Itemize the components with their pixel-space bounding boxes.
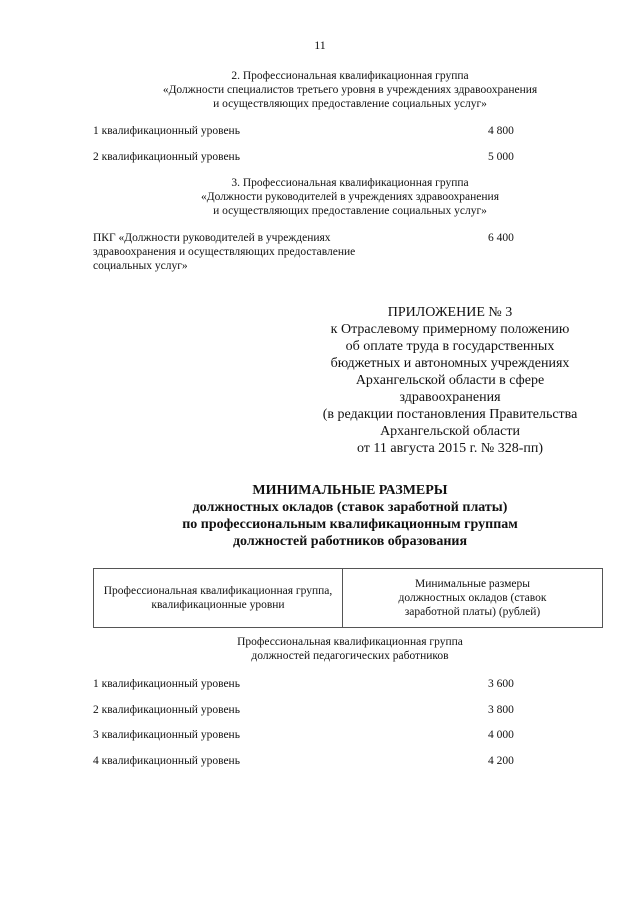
- header-line: Минимальные размеры: [414, 578, 531, 590]
- appendix-line: ПРИЛОЖЕНИЕ № 3: [387, 305, 513, 320]
- heading-line: должностей педагогических работников: [251, 650, 449, 662]
- page-number: 11: [314, 38, 326, 52]
- heading-line: «Должности руководителей в учреждениях здравоохранения: [201, 191, 499, 203]
- table-header-row: [94, 569, 603, 628]
- header-cell-salary: [343, 569, 603, 628]
- row-label: 3 квалификационный уровень: [93, 729, 240, 741]
- section2-heading: [100, 69, 600, 111]
- title-line: по профессиональным квалификационным группам: [182, 517, 518, 532]
- header-cell-group: [94, 569, 343, 628]
- title-line: должностей работников образования: [232, 534, 468, 549]
- row-value: 5 000: [488, 151, 514, 163]
- header-line: заработной платы) (рублей): [404, 606, 541, 618]
- appendix-line: об оплате труда в государственных: [345, 339, 555, 354]
- row-value: 6 400: [488, 232, 514, 244]
- row-label: 1 квалификационный уровень: [93, 678, 240, 690]
- appendix-line: Архангельской области в сфере: [355, 373, 545, 388]
- label-line: здравоохранения и осуществляющих предоставление: [93, 246, 356, 258]
- section3-heading: [100, 176, 600, 218]
- row-value: 4 200: [488, 755, 514, 767]
- appendix-line: бюджетных и автономных учреждениях: [330, 356, 570, 371]
- header-line: квалификационные уровни: [151, 599, 285, 611]
- appendix-line: здравоохранения: [399, 390, 501, 405]
- row-label: 4 квалификационный уровень: [93, 755, 240, 767]
- heading-line: 3. Профессиональная квалификационная группа: [231, 177, 469, 189]
- header-line: должностных окладов (ставок: [398, 592, 547, 604]
- label-line: социальных услуг»: [93, 260, 188, 272]
- pedagogical-heading: [100, 635, 600, 663]
- document-title: [60, 482, 640, 550]
- row-label: 2 квалификационный уровень: [93, 151, 240, 163]
- appendix-line: к Отраслевому примерному положению: [330, 322, 570, 337]
- table-header: [93, 568, 603, 628]
- appendix-line: (в редакции постановления Правительства: [322, 407, 578, 422]
- appendix-line: Архангельской области: [380, 424, 520, 439]
- title-line: МИНИМАЛЬНЫЕ РАЗМЕРЫ: [252, 483, 448, 498]
- row-label: [93, 231, 383, 273]
- heading-line: Профессиональная квалификационная группа: [237, 636, 463, 648]
- row-label: 2 квалификационный уровень: [93, 704, 240, 716]
- heading-line: «Должности специалистов третьего уровня в учреждениях здравоохранения: [162, 84, 538, 96]
- row-value: 4 800: [488, 125, 514, 137]
- row-label: 1 квалификационный уровень: [93, 125, 240, 137]
- appendix-block: [300, 304, 600, 457]
- row-value: 4 000: [488, 729, 514, 741]
- heading-line: 2. Профессиональная квалификационная группа: [231, 70, 469, 82]
- label-line: ПКГ «Должности руководителей в учреждениях: [93, 232, 331, 244]
- appendix-line: от 11 августа 2015 г. № 328-пп): [356, 441, 544, 456]
- header-line: Профессиональная квалификационная группа,: [103, 585, 333, 597]
- heading-line: и осуществляющих предоставление социальных услуг»: [213, 205, 487, 217]
- row-value: 3 600: [488, 678, 514, 690]
- heading-line: и осуществляющих предоставление социальных услуг»: [213, 98, 487, 110]
- title-line: должностных окладов (ставок заработной платы): [192, 500, 508, 515]
- row-value: 3 800: [488, 704, 514, 716]
